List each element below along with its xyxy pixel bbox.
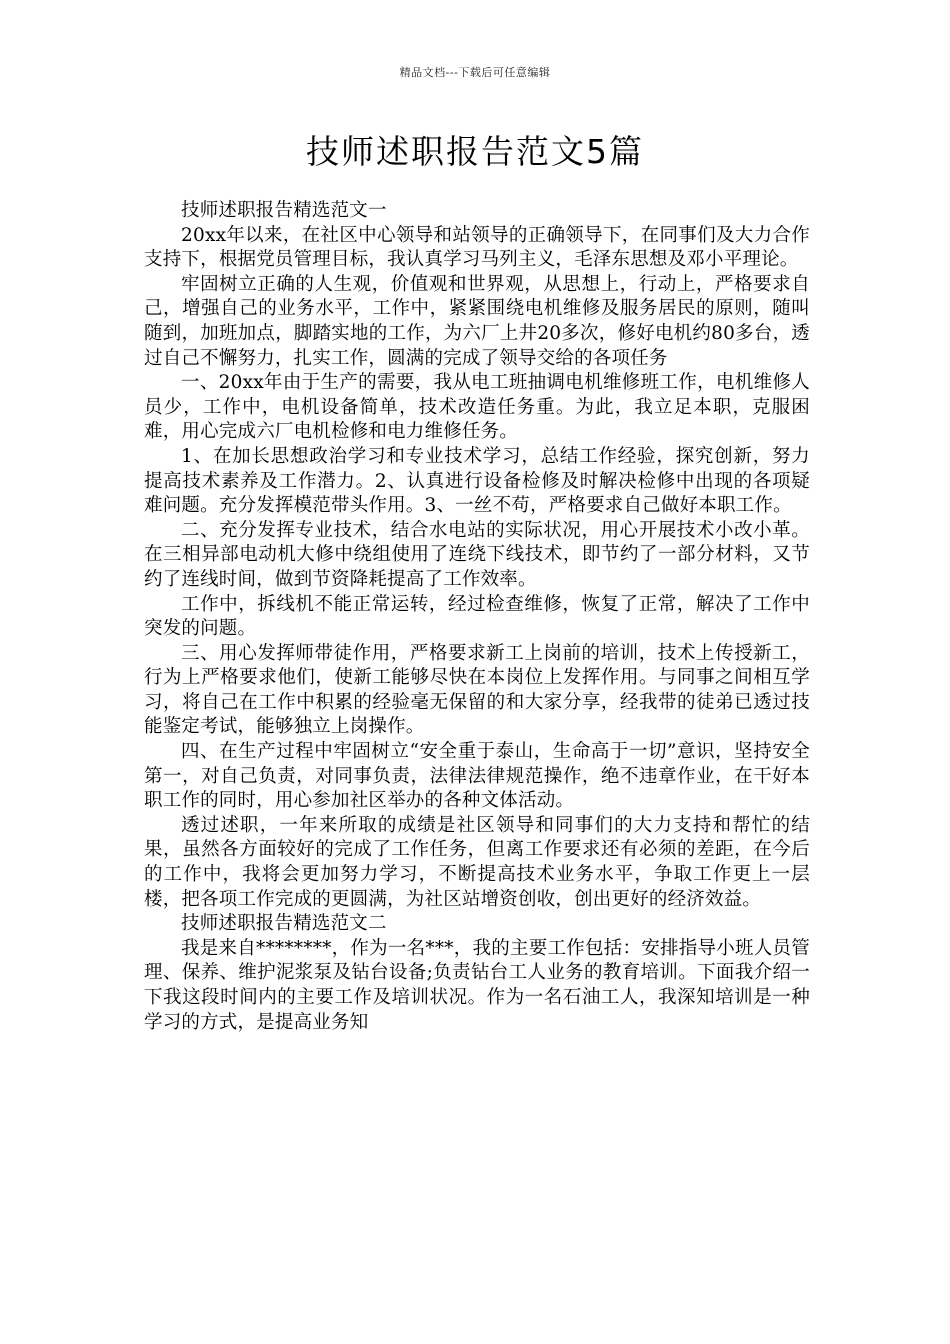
page-title: 技师述职报告范文5篇 xyxy=(306,132,644,171)
paragraph: 二、充分发挥专业技术，结合水电站的实际状况，用心开展技术小改小革。在三相异部电动机大修中绕组使用了连绕下线技术，即节约了一部分材料，又节约了连线时间，做到节资降耗提高了工作效率。 xyxy=(144,519,810,590)
section-heading-2: 技师述职报告精选范文二 xyxy=(181,913,387,935)
header-note: 精品文档---下载后可任意编辑 xyxy=(399,66,551,79)
paragraph: 我是来自********，作为一名***，我的主要工作包括：安排指导小班人员管理、保养、维护泥浆泵及钻台设备;负责钻台工人业务的教育培训。下面我介绍一下我这段时间内的主要工作及培训状况。作为一名石油工人，我深知培训是一种学习的方式，是提高业务知 xyxy=(144,937,810,1033)
paragraph: 20xx年以来，在社区中心领导和站领导的正确领导下，在同事们及大力合作支持下，根据党员管理目标，我认真学习马列主义，毛泽东思想及邓小平理论。 xyxy=(144,224,810,271)
paragraph: 工作中，拆线机不能正常运转，经过检查维修，恢复了正常，解决了工作中突发的问题。 xyxy=(144,593,810,640)
paragraph: 1、在加长思想政治学习和专业技术学习，总结工作经验，探究创新，努力提高技术素养及工作潜力。2、认真进行设备检修及时解决检修中出现的各项疑难问题。充分发挥模范带头作用。3、一丝不苟，严格要求自己做好本职工作。 xyxy=(144,445,810,517)
document-body xyxy=(144,199,810,1035)
paragraph: 透过述职，一年来所取的成绩是社区领导和同事们的大力支持和帮忙的结果，虽然各方面较好的完成了工作任务，但离工作要求还有必须的差距，在今后的工作中，我将会更加努力学习，不断提高技术业务水平，争取工作更上一层楼，把各项工作完成的更圆满，为社区站增资创收，创出更好的经济效益。 xyxy=(144,814,810,910)
paragraph: 一、20xx年由于生产的需要，我从电工班抽调电机维修班工作，电机维修人员少，工作中，电机设备简单，技术改造任务重。为此，我立足本职，克服困难，用心完成六厂电机检修和电力维修任务。 xyxy=(144,372,810,443)
section-heading-1: 技师述职报告精选范文一 xyxy=(181,200,387,221)
paragraph: 四、在生产过程中牢固树立“安全重于泰山，生命高于一切”意识，坚持安全第一，对自己负责，对同事负责，法律法律规范操作，绝不违章作业，在干好本职工作的同时，用心参加社区举办的各种文体活动。 xyxy=(144,741,810,812)
paragraph: 三、用心发挥师带徒作用，严格要求新工上岗前的培训，技术上传授新工，行为上严格要求他们，使新工能够尽快在本岗位上发挥作用。与同事之间相互学习，将自己在工作中积累的经验毫无保留的和大家分享，经我带的徒弟已透过技能鉴定考试，能够独立上岗操作。 xyxy=(144,642,810,738)
paragraph: 牢固树立正确的人生观，价值观和世界观，从思想上，行动上，严格要求自己，增强自己的业务水平，工作中，紧紧围绕电机维修及服务居民的原则，随叫随到，加班加点，脚踏实地的工作，为六厂上井20多次，修好电机约80多台，透过自己不懈努力，扎实工作，圆满的完成了领导交给的各项任务 xyxy=(144,273,810,369)
